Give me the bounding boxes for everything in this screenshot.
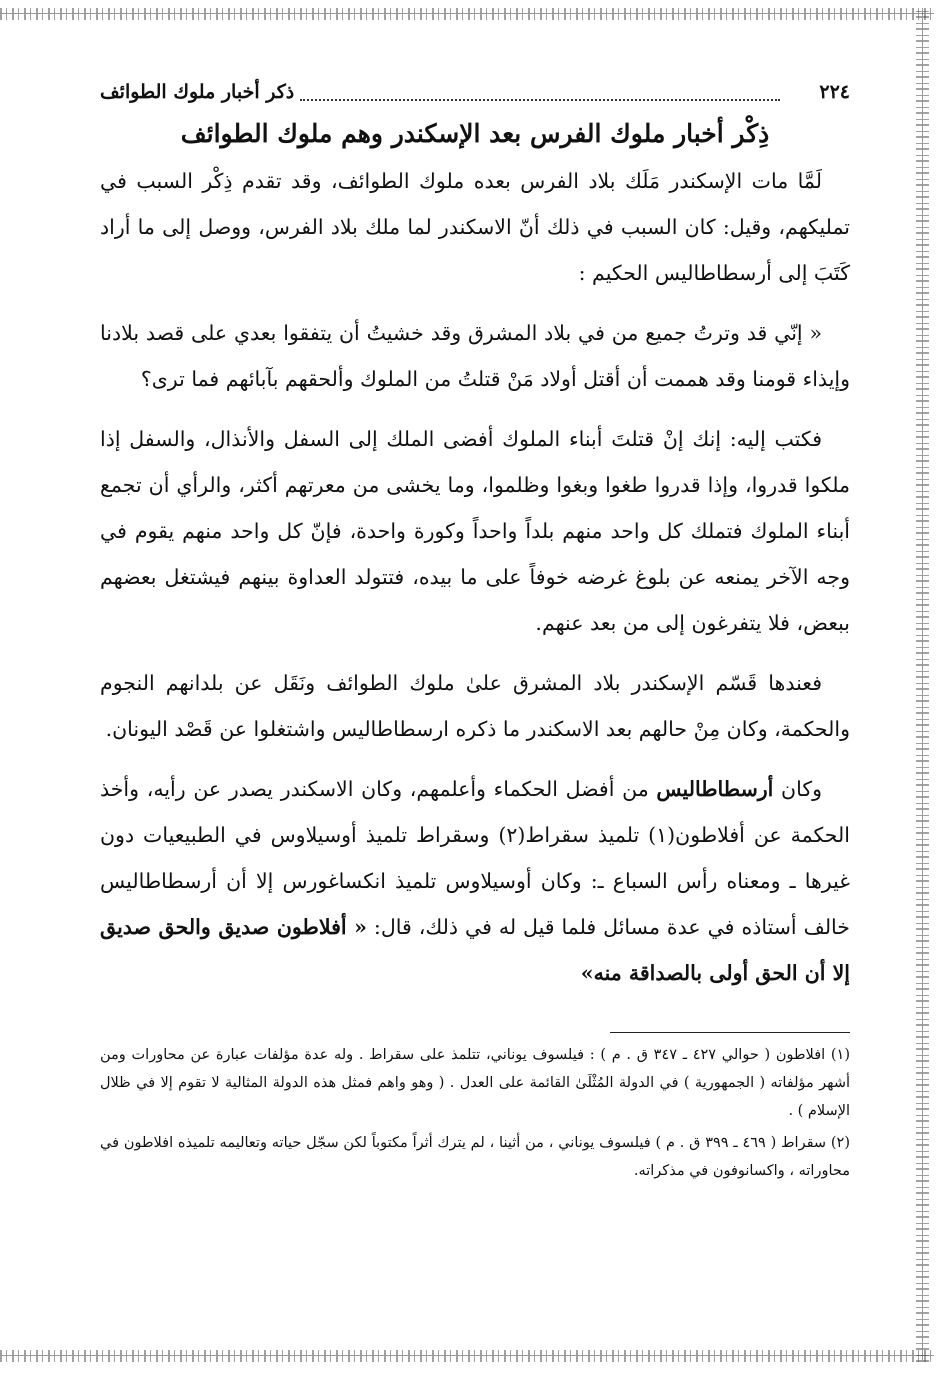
decorative-border-right — [916, 8, 929, 1362]
footnote-2: (٢) سقراط ( ٤٦٩ ـ ٣٩٩ ق . م ) فيلسوف يوناني ، من أثينا ، لم يترك أثراً مكتوباً لكن سجّل حياته وتعاليمه تلميذه افلاطون في محاوراته ، واكسانوفون في مذكراته. — [100, 1135, 850, 1179]
paragraph-5 — [100, 766, 850, 996]
paragraph-5-bold-quote: « أفلاطون صديق والحق صديق إلا أن الحق أولى بالصداقة منه» — [100, 915, 850, 985]
decorative-border-top — [0, 8, 934, 20]
paragraph-2: « إنّي قد وترتُ جميع من في بلاد المشرق وقد خشيتُ أن يتفقوا بعدي على قصد بلادنا وإيذاء قومنا وقد هممت أن أقتل أولاد مَنْ قتلتُ من الملوك وألحقهم بآبائهم فما ترى؟ — [100, 321, 850, 391]
chapter-title: ذِكْر أخبار ملوك الفرس بعد الإسكندر وهم ملوك الطوائف — [180, 119, 770, 148]
footnote-1: (١) افلاطون ( حوالي ٤٢٧ ـ ٣٤٧ ق . م ) : فيلسوف يوناني، تتلمذ على سقراط . وله عدة مؤلفات عبارة عن محاورات ومن أشهر مؤلفاته ( الجمهورية ) في الدولة المُثْلَىٰ القائمة على العدل . ( وهو واهم فمثل هذه الدولة المثالية لا تقوم إلا في ظلال الإسلام ) . — [100, 1047, 850, 1119]
running-header — [100, 75, 850, 115]
book-page — [100, 75, 850, 1189]
running-title: ذكر أخبار ملوك الطوائف — [100, 81, 295, 103]
paragraph-3: فكتب إليه: إنك إنْ قتلتَ أبناء الملوك أفضى الملك إلى السفل والأنذال، والسفل إذا ملكوا قدروا، وإذا قدروا طغوا وبغوا وظلموا، وما يخشى من معرتهم أكثر، والرأي أن تجمع أبناء الملوك فتملك كل واحد منهم بلداً واحداً وكورة واحدة، فإنّ كل واحد منهم يقوم في وجه الآخر يمنعه عن بلوغ غرضه خوفاً على ما بيده، فتتولد العداوة بينهم فيشتغل بعضهم ببعض، فلا يتفرغون إلى من بعد عنهم. — [100, 427, 850, 635]
paragraph-5-text-b: من أفضل الحكماء وأعلمهم، وكان الاسكندر يصدر عن رأيه، وأخذ الحكمة عن أفلاطون(١) تلميذ سقراط(٢) وسقراط تلميذ أوسيلاوس في الطبيعيات دون غيرها ـ ومعناه رأس السباع ـ: وكان أوسيلاوس تلميذ انكساغورس إلا أن أرسطاطاليس خالف أستاذه في عدة مسائل فلما قيل له في ذلك، قال: — [100, 777, 850, 939]
header-dotted-leader — [300, 99, 780, 101]
paragraph-4: فعندها قَسّم الإسكندر بلاد المشرق علىٰ ملوك الطوائف ونَقَل عن بلدانهم النجوم والحكمة، وكان مِنْ حالهم بعد الاسكندر ما ذكره ارسطاطاليس واشتغلوا عن قَصْد اليونان. — [100, 671, 850, 741]
decorative-border-bottom — [0, 1350, 934, 1362]
page-number: ٢٢٤ — [819, 81, 850, 103]
footnote-separator — [610, 1032, 850, 1033]
paragraph-1: لَمَّا مات الإسكندر مَلَك بلاد الفرس بعده ملوك الطوائف، وقد تقدم ذِكْر السبب في تمليكهم، وقيل: كان السبب في ذلك أنّ الاسكندر لما ملك بلاد الفرس، ووصل إلى ما أراد كَتَبَ إلى أرسطاطاليس الحكيم : — [100, 169, 850, 285]
paragraph-5-bold-name: أرسطاطاليس — [656, 777, 774, 801]
paragraph-5-text-a: وكان — [773, 777, 823, 801]
